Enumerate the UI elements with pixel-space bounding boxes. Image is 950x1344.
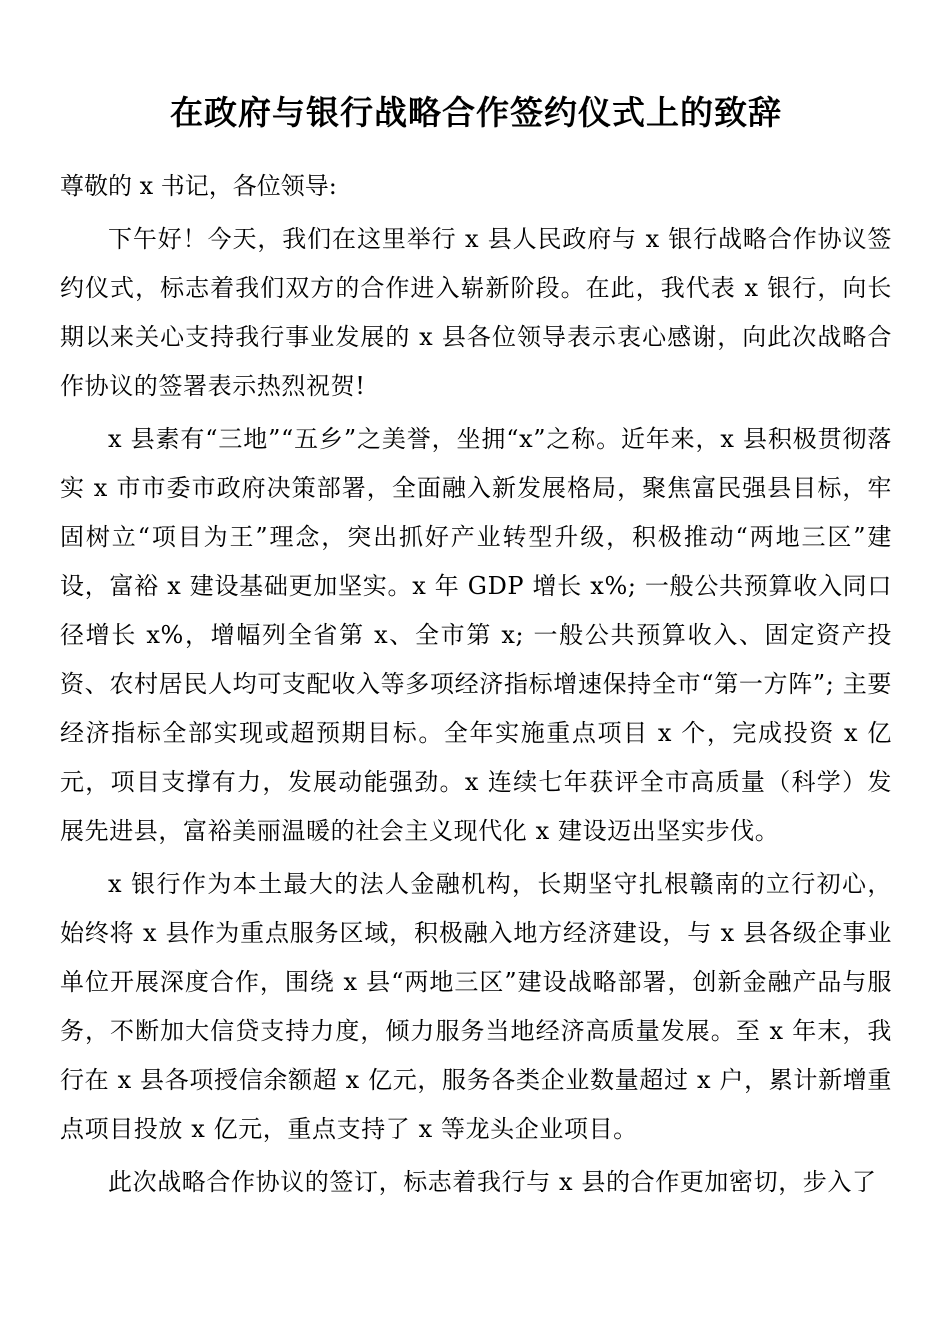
paragraph-bank-overview: x 银行作为本土最大的法人金融机构，长期坚守扎根赣南的立行初心，始终将 x 县作为重点服务区域，积极融入地方经济建设，与 x 县各级企事业单位开展深度合作，围绕 x 县“两地三区”建设战略部署，创新金融产品与服务，不断加大信贷支持力度，倾力服务当地经济高质量发展。至 x 年末，我行在 x 县各项授信余额超 x 亿元，服务各类企业数量超过 x 户，累计新增重点项目投放 x 亿元，重点支持了 x 等龙头企业项目。 xyxy=(60,870,892,1143)
paragraph-greeting: 下午好！今天，我们在这里举行 x 县人民政府与 x 银行战略合作协议签约仪式，标志着我们双方的合作进入崭新阶段。在此，我代表 x 银行，向长期以来关心支持我行事业发展的 x 县各位领导表示衷心感谢，向此次战略合作协议的签署表示热烈祝贺! xyxy=(60,225,892,400)
paragraph-agreement-significance: 此次战略合作协议的签订，标志着我行与 x 县的合作更加密切，步入了 xyxy=(108,1168,877,1196)
document-page xyxy=(60,0,892,1207)
salutation: 尊敬的 x 书记，各位领导: xyxy=(60,172,337,200)
paragraph-county-overview: x 县素有“三地”“五乡”之美誉，坐拥“x”之称。近年来，x 县积极贯彻落实 x 市市委市政府决策部署，全面融入新发展格局，聚焦富民强县目标，牢固树立“项目为王”理念，突出抓好产业转型升级，积极推动“两地三区”建设，富裕 x 建设基础更加坚实。x 年 GDP 增长 x%; 一般公共预算收入同口径增长 x%，增幅列全省第 x、全市第 x; 一般公共预算收入、固定资产投资、农村居民人均可支配收入等多项经济指标增速保持全市“第一方阵”; 主要经济指标全部实现或超预期目标。全年实施重点项目 x 个，完成投资 x 亿元，项目支撑有力，发展动能强劲。x 连续七年获评全市高质量（科学）发展先进县，富裕美丽温暖的社会主义现代化 x 建设迈出坚实步伐。 xyxy=(60,425,892,845)
document-title: 在政府与银行战略合作签约仪式上的致辞 xyxy=(170,93,782,132)
